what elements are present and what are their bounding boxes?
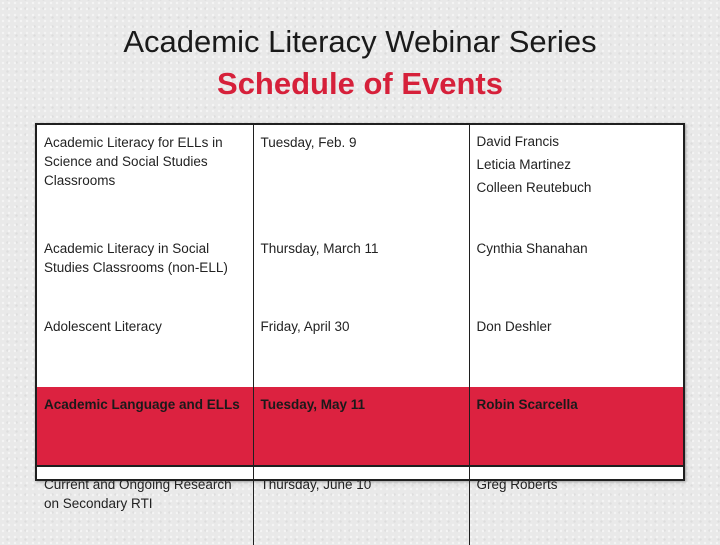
presenter-cell [469, 125, 683, 231]
date-cell: Friday, April 30 [253, 309, 469, 387]
date-cell: Thursday, March 11 [253, 231, 469, 309]
presenter-cell: Robin Scarcella [469, 387, 683, 466]
table-row [37, 466, 683, 545]
date-cell: Thursday, June 10 [253, 466, 469, 545]
presenter-cell: Cynthia Shanahan [469, 231, 683, 309]
title-block [0, 22, 720, 104]
presenter-name: David Francis [476, 134, 560, 149]
date-cell: Tuesday, Feb. 9 [253, 125, 469, 231]
presenter-cell: Greg Roberts [469, 466, 683, 545]
topic-cell: Academic Literacy in Social Studies Classrooms (non-ELL) [44, 241, 228, 275]
topic-cell: Academic Language and ELLs [37, 387, 253, 466]
table-row [37, 309, 683, 387]
schedule-table-container [35, 123, 685, 511]
presenter-name: Colleen Reutebuch [476, 180, 592, 195]
page-title: Academic Literacy Webinar Series [123, 24, 597, 59]
date-cell: Tuesday, May 11 [253, 387, 469, 466]
topic-cell: Current and Ongoing Research on Secondary RTI [37, 466, 253, 545]
table-row-highlighted [37, 387, 683, 466]
table-row [37, 125, 683, 231]
topic-cell: Academic Literacy for ELLs in Science and Social Studies Classrooms [44, 135, 223, 188]
topic-cell: Adolescent Literacy [44, 319, 162, 334]
table-row [37, 231, 683, 309]
presenter-cell: Don Deshler [469, 309, 683, 387]
schedule-table [37, 125, 683, 545]
page-subtitle: Schedule of Events [217, 66, 503, 101]
presenter-name: Leticia Martinez [476, 157, 572, 172]
